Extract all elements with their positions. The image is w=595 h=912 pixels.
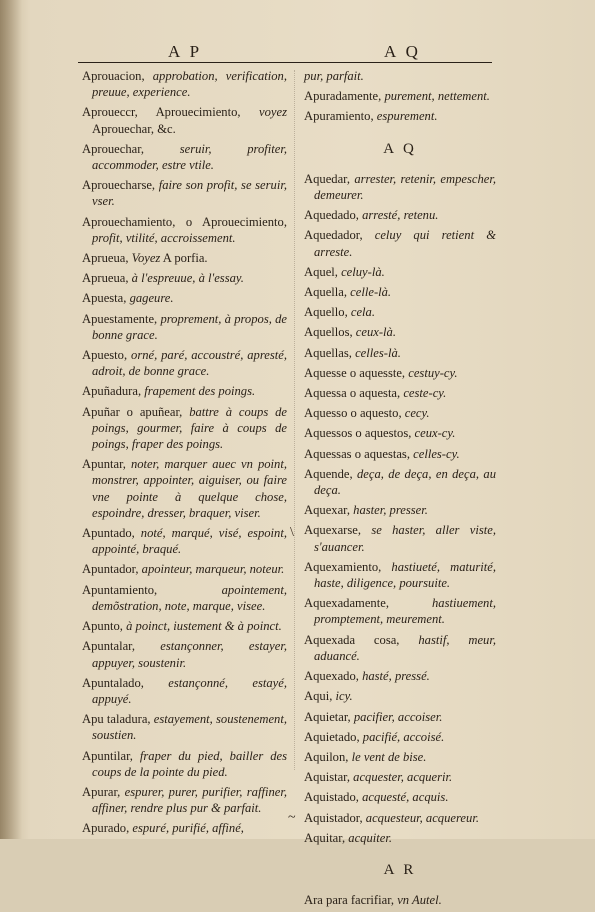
- entry-translation: seruir, profiter, accommoder, estre vtile.: [92, 141, 287, 173]
- entry-translation: noter, marquer auec vn point, monstrer, appointer, aiguiser, ou faire vne pointe à quelque chose, espoindre, dresser, braquer, viser.: [92, 457, 288, 520]
- entry-headword: Aprueua,: [82, 271, 132, 286]
- entry-translation: orné, paré, accoustré, apresté, adroit, de bonne grace.: [92, 348, 287, 379]
- entry-headword: Apuntalar,: [82, 639, 161, 654]
- dictionary-entry: [304, 830, 496, 846]
- entry-translation: estayement, soustenement, soustien.: [92, 712, 287, 743]
- dictionary-entry: [304, 207, 496, 223]
- dictionary-entry: [82, 638, 287, 670]
- entry-headword: Apuñar o apuñear,: [82, 404, 190, 419]
- entry-translation: ceux-cy.: [414, 426, 456, 441]
- dictionary-entry: [304, 709, 496, 725]
- dictionary-entry: [304, 108, 496, 124]
- dictionary-entry: [304, 425, 496, 441]
- dictionary-entry: [304, 769, 496, 785]
- dictionary-entry: [304, 171, 496, 203]
- dictionary-entry: [304, 632, 496, 664]
- entry-headword: Apuñadura,: [82, 384, 145, 399]
- entry-translation: apointement, demõstration, note, marque, visee.: [92, 582, 287, 613]
- entry-translation: hastif, meur, aduancé.: [314, 632, 496, 663]
- dictionary-entry: [304, 789, 496, 805]
- entry-translation: deça, de deça, en deça, au deça.: [314, 466, 497, 498]
- entry-translation: cela.: [350, 305, 375, 320]
- right-column: [304, 68, 496, 912]
- dictionary-entry: [82, 582, 287, 614]
- dictionary-entry: [82, 250, 287, 266]
- entry-translation: haster, presser.: [353, 503, 428, 518]
- dictionary-entry: [304, 405, 496, 421]
- entry-translation: estançonner, estayer, appuyer, soustenir.: [92, 639, 288, 670]
- dictionary-entry: [304, 668, 496, 684]
- dictionary-entry: [82, 311, 287, 343]
- entry-headword: Aquistar,: [304, 770, 354, 785]
- dictionary-entry: [304, 810, 496, 826]
- dictionary-entry: [82, 68, 287, 100]
- entry-translation: approbation, verification, preuue, experience.: [92, 69, 287, 100]
- entry-translation: estançonné, estayé, appuyé.: [92, 675, 287, 706]
- left-column: [82, 68, 287, 841]
- dictionary-entry: [82, 784, 287, 816]
- dictionary-entry: [304, 304, 496, 320]
- dictionary-entry: [304, 502, 496, 518]
- dictionary-entry: [82, 404, 287, 453]
- entry-headword: Aproueccr, Aprouecimiento,: [82, 105, 260, 120]
- entry-translation: icy.: [335, 689, 353, 704]
- entry-headword: Apurado,: [82, 821, 133, 836]
- dictionary-entry: [304, 559, 496, 591]
- entry-headword: Apuesta,: [82, 291, 130, 306]
- entry-translation: vn Autel.: [397, 893, 442, 908]
- dictionary-entry: [82, 525, 287, 557]
- entry-headword: Aquietar,: [304, 709, 354, 724]
- dictionary-entry: [82, 177, 287, 209]
- section-heading-aq: A Q: [383, 140, 417, 157]
- entry-crossref: Aprouechar, &c.: [92, 121, 176, 136]
- entry-translation: hastiuement, promptement, meurement.: [314, 596, 496, 627]
- entry-headword: Aquietado,: [304, 729, 363, 744]
- entry-translation: pacifié, accoisé.: [362, 729, 445, 744]
- entry-translation: pacifier, accoiser.: [353, 709, 443, 724]
- dictionary-entry: [304, 345, 496, 361]
- entry-translation: purement, nettement.: [384, 89, 490, 104]
- dictionary-entry: [304, 385, 496, 401]
- dictionary-entry: [82, 141, 287, 173]
- dictionary-entry: [82, 820, 287, 836]
- entry-crossref: A porfia.: [160, 251, 208, 266]
- dictionary-entry: [304, 227, 496, 259]
- entry-headword: Aquistado,: [304, 790, 363, 805]
- dictionary-entry: [304, 324, 496, 340]
- dictionary-entry: [82, 347, 287, 379]
- entry-headword: Apu taladura,: [82, 712, 154, 727]
- entry-headword: Aquedado,: [304, 208, 363, 223]
- entry-translation: profit, vtilité, accroissement.: [92, 230, 236, 245]
- entry-headword: Apurar,: [82, 784, 125, 799]
- entry-headword: Aquesse o aquesste,: [304, 365, 409, 380]
- entry-headword: Aquexado,: [304, 669, 363, 684]
- entry-headword: Aquexadamente,: [304, 596, 432, 611]
- entry-headword: Aprouechamiento, o Aprouecimiento,: [82, 214, 287, 229]
- entry-translation: celuy qui retient & arreste.: [314, 228, 496, 259]
- dictionary-entry: [304, 68, 496, 84]
- dictionary-entry: [82, 711, 287, 743]
- entry-headword: Aquesso o aquesto,: [304, 406, 405, 421]
- section-heading-ar: A R: [383, 861, 417, 878]
- entry-translation: ceste-cy.: [403, 386, 447, 401]
- entry-headword: Aprouecharse,: [82, 178, 159, 193]
- entry-headword: Aquistador,: [304, 810, 366, 825]
- running-header-right: A Q: [384, 42, 421, 61]
- dictionary-entry: [304, 522, 496, 554]
- dictionary-entry: [304, 688, 496, 704]
- entry-headword: Aquexar,: [304, 503, 354, 518]
- entry-headword: Aquexamiento,: [304, 559, 392, 574]
- entry-translation: à poinct, iustement & à poinct.: [126, 619, 282, 634]
- entry-headword: Apuestamente,: [82, 311, 161, 326]
- entry-translation: espurement.: [376, 109, 438, 124]
- entry-translation: à l'espreuue, à l'essay.: [131, 271, 244, 286]
- entry-translation: espurer, purer, purifier, raffiner, affiner, rendre plus pur & parfait.: [92, 784, 287, 816]
- entry-translation: Voyez: [131, 251, 161, 266]
- entry-translation: proprement, à propos, de bonne grace.: [92, 311, 287, 342]
- entry-headword: Aprouechar,: [82, 141, 180, 156]
- entry-headword: Aquitar,: [304, 830, 349, 845]
- dictionary-entry: [82, 214, 287, 246]
- entry-headword: Aqui,: [304, 689, 336, 704]
- entry-headword: Apuntamiento,: [82, 582, 222, 597]
- entry-translation: acquesté, acquis.: [362, 790, 449, 805]
- entry-translation: battre à coups de poings, gourmer, faire à coups de poings, fraper des poings.: [92, 404, 288, 452]
- entry-headword: Apuesto,: [82, 348, 132, 363]
- entry-translation: noté, marqué, visé, espoint, appointé, braqué.: [92, 526, 287, 557]
- entry-headword: Aquilon,: [304, 749, 352, 764]
- dictionary-entry: [304, 595, 496, 627]
- entry-translation: arresté, retenu.: [362, 208, 439, 223]
- entry-headword: Apuntalado,: [82, 675, 169, 690]
- dictionary-entry: [82, 383, 287, 399]
- entry-headword: Apuntado,: [82, 526, 141, 541]
- entry-headword: Aquende,: [304, 466, 357, 481]
- entry-headword: Aquessas o aquestas,: [304, 446, 414, 461]
- entry-headword: Aquella,: [304, 285, 351, 300]
- entry-translation: cestuy-cy.: [408, 365, 458, 380]
- dictionary-entry: [304, 284, 496, 300]
- entry-headword: Ara para facrifiar,: [304, 893, 398, 908]
- entry-translation: voyez: [259, 105, 287, 120]
- entry-headword: Aprueua,: [82, 251, 132, 266]
- entry-translation: acquester, acquerir.: [353, 770, 453, 785]
- entry-translation: hasté, pressé.: [362, 669, 430, 684]
- entry-translation: se haster, aller viste, s'auancer.: [314, 523, 496, 554]
- entry-translation: le vent de bise.: [351, 749, 427, 764]
- entry-headword: Aquedar,: [304, 171, 355, 186]
- header-rule: [78, 62, 492, 63]
- entry-translation: apointeur, marqueur, noteur.: [141, 562, 285, 577]
- entry-headword: Aquexarse,: [304, 523, 372, 538]
- entry-translation: celle-là.: [350, 285, 392, 300]
- footer-tilde: ~: [288, 810, 296, 825]
- entry-headword: Aquello,: [304, 305, 351, 320]
- entry-translation: celuy-là.: [341, 264, 385, 279]
- dictionary-entry: [82, 270, 287, 286]
- entry-headword: Aquexada cosa,: [304, 632, 419, 647]
- entry-headword: Apunto,: [82, 619, 127, 634]
- dictionary-entry: [304, 88, 496, 104]
- entry-headword: Apuntador,: [82, 562, 142, 577]
- entry-translation: arrester, retenir, empescher, demeurer.: [314, 171, 496, 203]
- entry-translation: pur, parfait.: [304, 69, 364, 83]
- margin-mark: \: [290, 525, 294, 540]
- dictionary-entry: [304, 365, 496, 381]
- entry-translation: fraper du pied, bailler des coups de la pointe du pied.: [92, 748, 287, 779]
- entry-headword: Aquessos o aquestos,: [304, 426, 415, 441]
- entry-translation: ceux-là.: [355, 325, 396, 340]
- entry-headword: Apuradamente,: [304, 89, 385, 104]
- entry-headword: Aquedador,: [304, 228, 375, 243]
- dictionary-entry: [304, 749, 496, 765]
- dictionary-entry: [82, 290, 287, 306]
- entry-headword: Apuramiento,: [304, 109, 377, 124]
- dictionary-entry: [304, 264, 496, 280]
- dictionary-entry: [82, 561, 287, 577]
- entry-translation: cecy.: [404, 406, 430, 421]
- entry-translation: frapement des poings.: [144, 384, 256, 399]
- entry-translation: faire son profit, se seruir, vser.: [92, 178, 287, 209]
- dictionary-entry: [82, 104, 287, 136]
- entry-headword: Aquessa o aquesta,: [304, 386, 404, 401]
- entry-headword: Aquellas,: [304, 345, 356, 360]
- dictionary-entry: [82, 618, 287, 634]
- entry-headword: Apuntar,: [82, 457, 131, 472]
- entry-headword: Aquellos,: [304, 325, 356, 340]
- dictionary-entry: [82, 675, 287, 707]
- entry-translation: celles-cy.: [413, 446, 460, 461]
- entry-translation: gageure.: [129, 291, 174, 306]
- page-gutter-shadow: [0, 0, 22, 839]
- dictionary-entry: [304, 892, 496, 908]
- entry-translation: acquesteur, acquereur.: [365, 810, 479, 825]
- entry-headword: Apuntilar,: [82, 748, 140, 763]
- entry-headword: Aprouacion,: [82, 69, 153, 83]
- entry-translation: celles-là.: [355, 345, 401, 360]
- dictionary-entry: [82, 456, 287, 521]
- entry-translation: acquiter.: [348, 830, 392, 845]
- column-divider: [294, 70, 295, 770]
- dictionary-entry: [82, 748, 287, 780]
- entry-headword: Aquel,: [304, 264, 342, 279]
- entry-translation: espuré, purifié, affiné,: [132, 821, 244, 836]
- dictionary-entry: [304, 446, 496, 462]
- dictionary-entry: [304, 729, 496, 745]
- running-header-left: A P: [168, 42, 203, 61]
- dictionary-entry: [304, 466, 496, 498]
- entry-translation: hastiueté, maturité, haste, diligence, poursuite.: [314, 559, 496, 591]
